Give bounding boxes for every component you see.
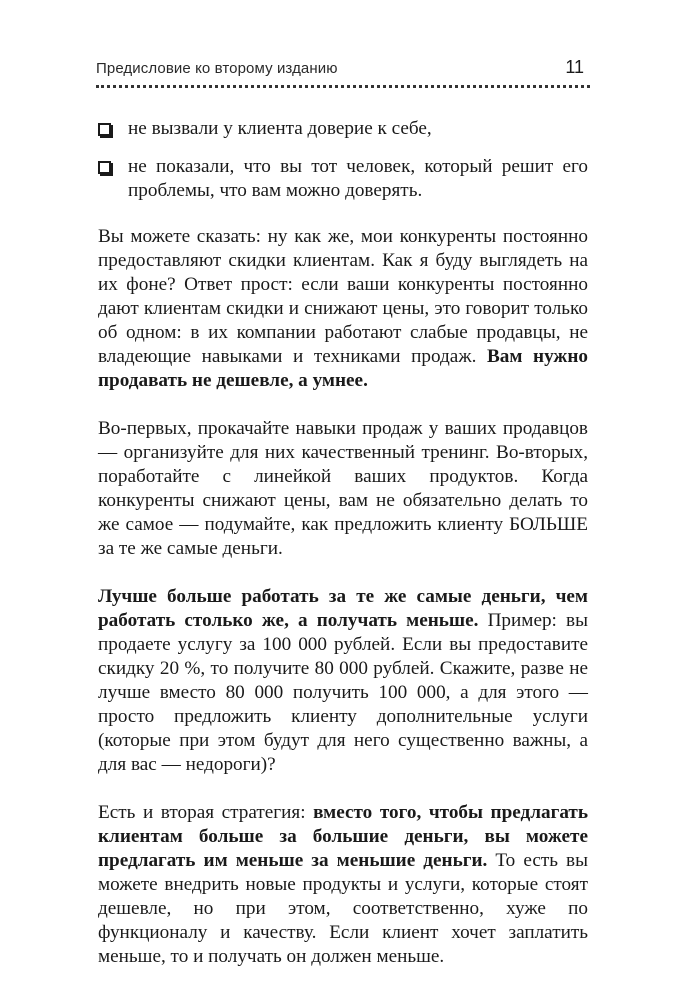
page-number: 11: [565, 57, 584, 77]
bullet-text: не показали, что вы тот человек, который решит его проблемы, что вам можно доверять.: [128, 156, 588, 201]
checkbox-icon: [98, 161, 111, 174]
paragraph-text: Есть и вторая стратегия:: [98, 802, 314, 823]
list-item: [98, 117, 588, 141]
paragraph-text: То есть вы можете внедрить новые продукты и услуги, которые стоят дешевле, но при этом, соответственно, хуже по функционалу и качеству. Если клиент хочет заплатить меньше, то и получать он должен меньше.: [98, 850, 588, 967]
paragraph-emphasis: Вам нужно продавать не дешевле, а умнее.: [98, 346, 588, 391]
body-text: [98, 117, 588, 993]
bullet-list: [98, 117, 588, 203]
checkbox-icon: [98, 123, 111, 136]
paragraph-emphasis: вместо того, чтобы предлагать клиентам больше за большие деньги, вы можете предлагать им меньше за меньшие деньги.: [98, 802, 588, 871]
page-header: [96, 57, 590, 91]
paragraph-emphasis: Лучше больше работать за те же самые деньги, чем работать столько же, а получать меньше.: [98, 586, 588, 631]
paragraph-3: [98, 585, 588, 777]
header-dotted-rule: [96, 85, 590, 88]
paragraph-2: [98, 417, 588, 561]
running-head: Предисловие ко второму изданию: [96, 60, 338, 77]
bullet-text: не вызвали у клиента доверие к себе,: [128, 118, 432, 139]
paragraph-text: Вы можете сказать: ну как же, мои конкуренты постоянно предоставляют скидки клиентам. Как я буду выглядеть на их фоне? Ответ прост: если ваши конкуренты постоянно дают клиентам скидки и снижают цены, это говорит только об одном: в их компании работают слабые продавцы, не владеющие навыками и техниками продаж.: [98, 226, 588, 367]
paragraph-text: Пример: вы продаете услугу за 100 000 рублей. Если вы предоставите скидку 20 %, то получите 80 000 рублей. Скажите, разве не лучше вместо 80 000 получить 100 000, а для этого — просто предложить клиенту дополнительные услуги (которые при этом будут для него существенно важны, а для вас — недороги)?: [98, 610, 588, 775]
paragraph-4: [98, 801, 588, 969]
list-item: [98, 155, 588, 203]
paragraph-1: [98, 225, 588, 393]
paragraph-text: Во-первых, прокачайте навыки продаж у ваших продавцов — организуйте для них качественный тренинг. Во-вторых, поработайте с линейкой ваших продуктов. Когда конкуренты снижают цены, вам не обязательно делать то же самое — подумайте, как предложить клиенту БОЛЬШЕ за те же самые деньги.: [98, 418, 588, 559]
